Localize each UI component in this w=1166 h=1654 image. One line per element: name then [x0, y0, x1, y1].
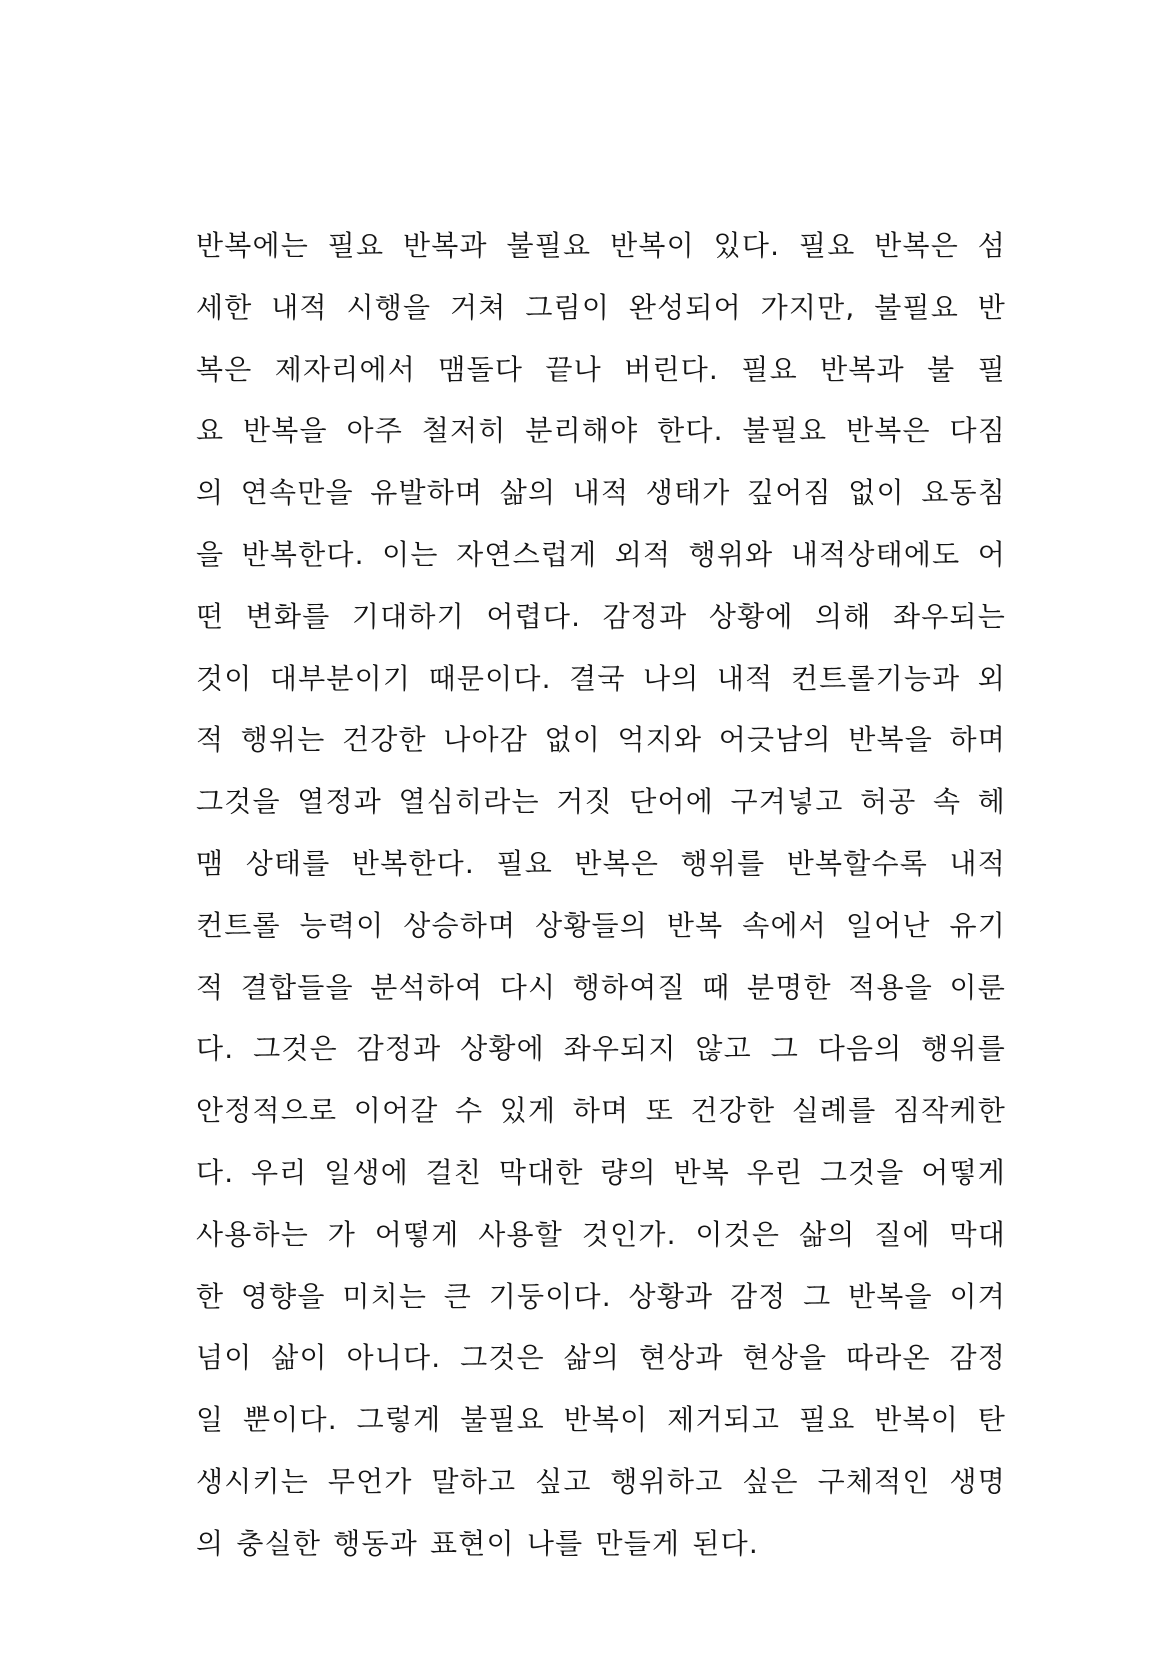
paragraph-line-8: 것이 대부분이기 때문이다. 결국 나의 내적 컨트롤기능과 외 [196, 661, 1006, 695]
paragraph-line-17: 사용하는 가 어떻게 사용할 것인가. 이것은 삶의 질에 막대 [196, 1217, 1006, 1251]
paragraph-line-20: 일 뿐이다. 그렇게 불필요 반복이 제거되고 필요 반복이 탄 [196, 1403, 1006, 1437]
paragraph-line-16: 다. 우리 일생에 걸친 막대한 량의 반복 우린 그것을 어떻게 [196, 1155, 1006, 1189]
handwritten-paragraph [196, 218, 1006, 1578]
paragraph-line-15: 안정적으로 이어갈 수 있게 하며 또 건강한 실례를 짐작케한 [196, 1094, 1006, 1128]
paragraph-line-21: 생시키는 무언가 말하고 싶고 행위하고 싶은 구체적인 생명 [196, 1464, 1006, 1498]
paragraph-line-1: 반복에는 필요 반복과 불필요 반복이 있다. 필요 반복은 섬 [196, 229, 1006, 262]
paragraph-line-7: 떤 변화를 기대하기 어렵다. 감정과 상황에 의해 좌우되는 [196, 599, 1006, 633]
paragraph-line-18: 한 영향을 미치는 큰 기둥이다. 상황과 감정 그 반복을 이겨 [196, 1279, 1006, 1313]
paragraph-line-3: 복은 제자리에서 맴돌다 끝나 버린다. 필요 반복과 불 필 [196, 352, 1006, 386]
paragraph-line-4: 요 반복을 아주 철저히 분리해야 한다. 불필요 반복은 다짐 [196, 414, 1006, 448]
paragraph-line-13: 적 결합들을 분석하여 다시 행하여질 때 분명한 적용을 이룬 [196, 970, 1006, 1004]
paragraph-line-2: 세한 내적 시행을 거쳐 그림이 완성되어 가지만, 불필요 반 [196, 290, 1006, 324]
paragraph-line-6: 을 반복한다. 이는 자연스럽게 외적 행위와 내적상태에도 어 [196, 537, 1006, 571]
paragraph-line-12: 컨트롤 능력이 상승하며 상황들의 반복 속에서 일어난 유기 [196, 908, 1006, 942]
paragraph-line-9: 적 행위는 건강한 나아감 없이 억지와 어긋남의 반복을 하며 [196, 723, 1006, 757]
paragraph-line-22: 의 충실한 행동과 표현이 나를 만들게 된다. [196, 1526, 759, 1560]
paragraph-line-11: 맴 상태를 반복한다. 필요 반복은 행위를 반복할수록 내적 [196, 846, 1006, 880]
paragraph-line-19: 넘이 삶이 아니다. 그것은 삶의 현상과 현상을 따라온 감정 [196, 1341, 1006, 1375]
paragraph-line-5: 의 연속만을 유발하며 삶의 내적 생태가 깊어짐 없이 요동침 [196, 476, 1006, 510]
paragraph-line-10: 그것을 열정과 열심히라는 거짓 단어에 구겨넣고 허공 속 헤 [196, 785, 1006, 819]
paragraph-line-14: 다. 그것은 감정과 상황에 좌우되지 않고 그 다음의 행위를 [196, 1032, 1006, 1066]
